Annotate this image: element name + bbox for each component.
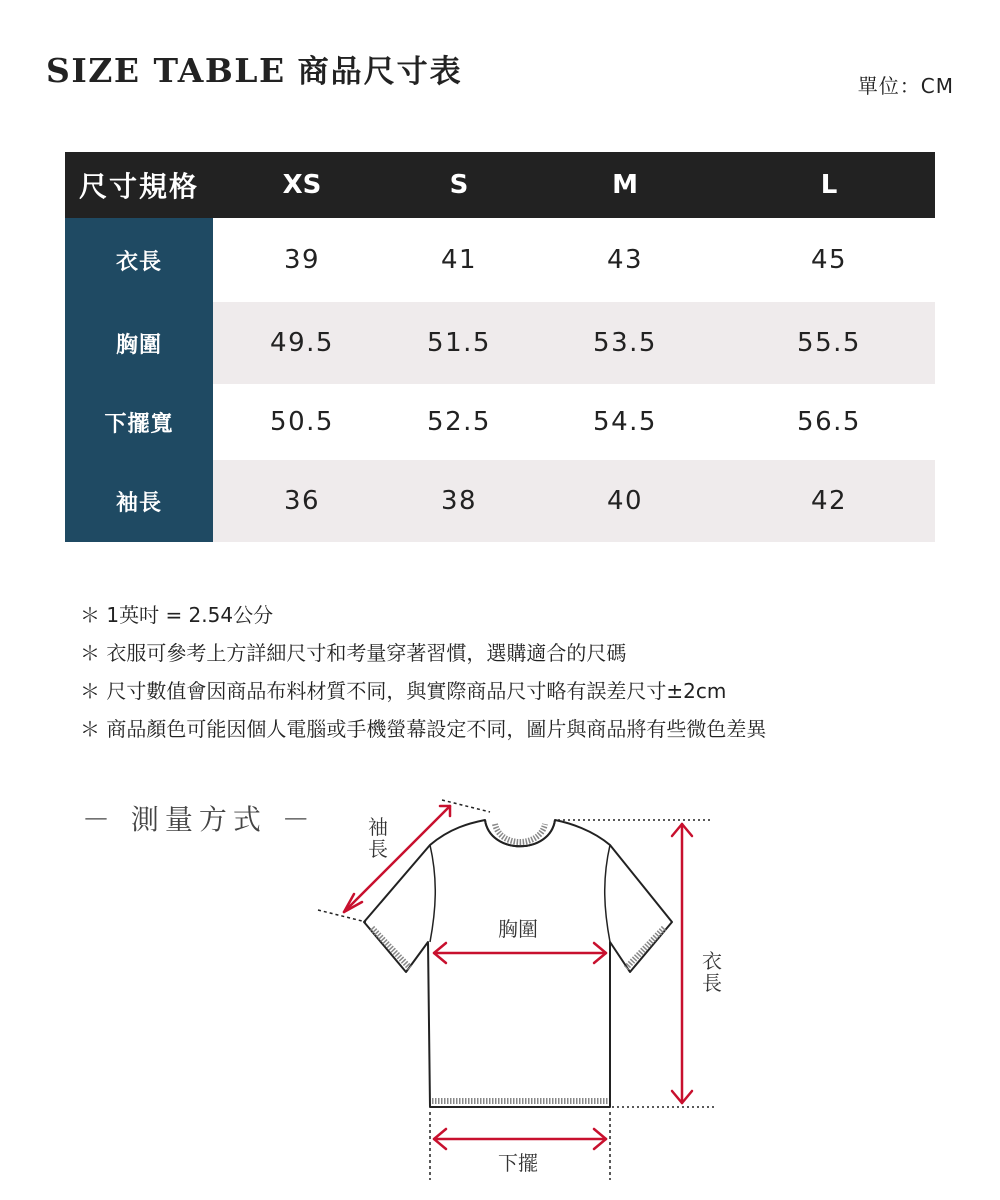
table-cell: 54.5 [527, 384, 723, 460]
table-row [65, 460, 935, 542]
table-cell: 41 [391, 218, 527, 302]
table-cell: 38 [391, 460, 527, 542]
sleeve-label: 袖長 [368, 815, 388, 861]
table-row [65, 218, 935, 302]
table-cell: 39 [213, 218, 391, 302]
size-header-row [65, 152, 935, 218]
row-label-length: 衣長 [65, 218, 213, 302]
table-cell: 56.5 [723, 384, 935, 460]
table-cell: 42 [723, 460, 935, 542]
size-header-l: L [820, 170, 838, 200]
row-label-chest: 胸圍 [65, 302, 213, 384]
table-row [65, 302, 935, 384]
chest-label: 胸圍 [498, 917, 538, 941]
table-row [65, 384, 935, 460]
table-cell: 45 [723, 218, 935, 302]
note-item: ＊ 衣服可參考上方詳細尺寸和考量穿著習慣，選購適合的尺碼 [80, 641, 627, 665]
table-cell: 53.5 [527, 302, 723, 384]
table-cell: 51.5 [391, 302, 527, 384]
table-cell: 43 [527, 218, 723, 302]
row-label-sleeve: 袖長 [65, 460, 213, 542]
note-item: ＊ 尺寸數值會因商品布料材質不同，與實際商品尺寸略有誤差尺寸±2cm [80, 679, 727, 703]
length-label: 衣長 [702, 949, 722, 995]
size-header-xs: XS [282, 170, 322, 200]
measurement-title: － 測量方式 － [82, 803, 316, 836]
table-cell: 50.5 [213, 384, 391, 460]
row-label-hem: 下擺寬 [65, 384, 213, 460]
unit-label: 單位：CM [857, 74, 954, 98]
note-item: ＊ 商品顏色可能因個人電腦或手機螢幕設定不同，圖片與商品將有些微色差異 [80, 717, 767, 741]
tshirt-diagram [300, 790, 740, 1180]
table-cell: 52.5 [391, 384, 527, 460]
title-chinese: 商品尺寸表 [297, 54, 463, 90]
size-header-s: S [449, 170, 469, 200]
hem-label: 下擺 [498, 1151, 538, 1175]
corner-label: 尺寸規格 [78, 170, 199, 203]
table-cell: 49.5 [213, 302, 391, 384]
size-table [65, 152, 935, 542]
title-english: SIZE TABLE [46, 51, 286, 90]
table-cell: 55.5 [723, 302, 935, 384]
note-item: ＊ 1英吋 = 2.54公分 [80, 603, 274, 627]
notes-list [80, 596, 766, 748]
table-cell: 40 [527, 460, 723, 542]
size-header-m: M [612, 170, 638, 200]
page-title [46, 46, 463, 90]
table-cell: 36 [213, 460, 391, 542]
